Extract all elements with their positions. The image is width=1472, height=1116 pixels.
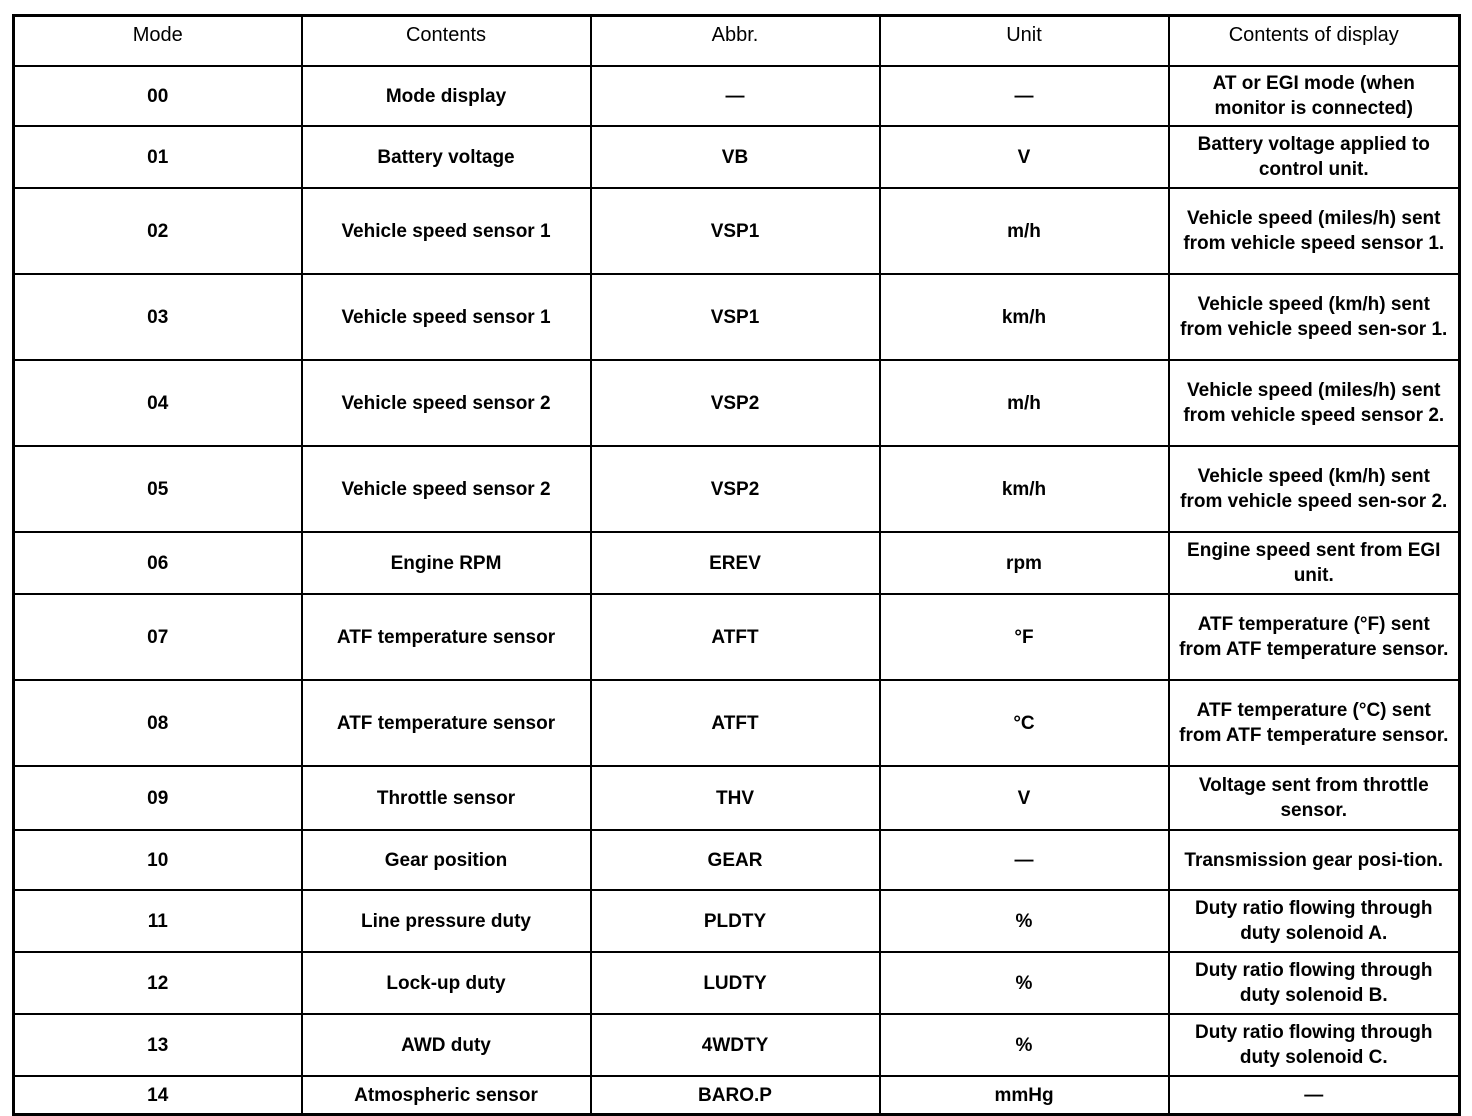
- cell-unit: V: [880, 766, 1169, 830]
- cell-abbr: PLDTY: [591, 890, 880, 952]
- cell-contents: Engine RPM: [302, 532, 591, 594]
- cell-mode: 09: [14, 766, 302, 830]
- cell-contents: Mode display: [302, 66, 591, 126]
- cell-contents: Gear position: [302, 830, 591, 890]
- header-mode: Mode: [14, 16, 302, 67]
- cell-display: ATF temperature (°F) sent from ATF temperature sensor.: [1169, 594, 1460, 680]
- cell-contents: Vehicle speed sensor 1: [302, 274, 591, 360]
- table-row: [14, 952, 1460, 1014]
- cell-unit: km/h: [880, 446, 1169, 532]
- cell-unit: m/h: [880, 188, 1169, 274]
- cell-unit: rpm: [880, 532, 1169, 594]
- cell-abbr: —: [591, 66, 880, 126]
- cell-abbr: VSP2: [591, 360, 880, 446]
- cell-mode: 02: [14, 188, 302, 274]
- cell-display: —: [1169, 1076, 1460, 1115]
- cell-abbr: ATFT: [591, 680, 880, 766]
- cell-mode: 08: [14, 680, 302, 766]
- cell-mode: 13: [14, 1014, 302, 1076]
- cell-mode: 07: [14, 594, 302, 680]
- table-row: [14, 890, 1460, 952]
- cell-abbr: EREV: [591, 532, 880, 594]
- cell-contents: ATF temperature sensor: [302, 594, 591, 680]
- cell-contents: AWD duty: [302, 1014, 591, 1076]
- cell-contents: Vehicle speed sensor 2: [302, 446, 591, 532]
- cell-unit: °F: [880, 594, 1169, 680]
- cell-display: Vehicle speed (miles/h) sent from vehicle speed sensor 1.: [1169, 188, 1460, 274]
- cell-abbr: VSP1: [591, 188, 880, 274]
- cell-mode: 03: [14, 274, 302, 360]
- cell-display: Vehicle speed (km/h) sent from vehicle speed sen-sor 1.: [1169, 274, 1460, 360]
- table-row: [14, 594, 1460, 680]
- table-row: [14, 360, 1460, 446]
- cell-abbr: VB: [591, 126, 880, 188]
- cell-mode: 10: [14, 830, 302, 890]
- cell-unit: %: [880, 952, 1169, 1014]
- cell-display: Voltage sent from throttle sensor.: [1169, 766, 1460, 830]
- cell-abbr: THV: [591, 766, 880, 830]
- header-unit: Unit: [880, 16, 1169, 67]
- table-row: [14, 126, 1460, 188]
- cell-abbr: BARO.P: [591, 1076, 880, 1115]
- cell-mode: 14: [14, 1076, 302, 1115]
- cell-unit: V: [880, 126, 1169, 188]
- cell-unit: —: [880, 830, 1169, 890]
- cell-unit: —: [880, 66, 1169, 126]
- cell-abbr: VSP1: [591, 274, 880, 360]
- cell-contents: ATF temperature sensor: [302, 680, 591, 766]
- cell-contents: Atmospheric sensor: [302, 1076, 591, 1115]
- cell-display: Duty ratio flowing through duty solenoid C.: [1169, 1014, 1460, 1076]
- cell-contents: Throttle sensor: [302, 766, 591, 830]
- table-row: [14, 66, 1460, 126]
- cell-display: Vehicle speed (miles/h) sent from vehicle speed sensor 2.: [1169, 360, 1460, 446]
- cell-display: Engine speed sent from EGI unit.: [1169, 532, 1460, 594]
- table-row: [14, 274, 1460, 360]
- cell-contents: Vehicle speed sensor 2: [302, 360, 591, 446]
- table-row: [14, 532, 1460, 594]
- cell-contents: Line pressure duty: [302, 890, 591, 952]
- cell-mode: 04: [14, 360, 302, 446]
- table-row: [14, 1076, 1460, 1115]
- table-row: [14, 188, 1460, 274]
- cell-display: Duty ratio flowing through duty solenoid B.: [1169, 952, 1460, 1014]
- cell-abbr: GEAR: [591, 830, 880, 890]
- cell-display: Transmission gear posi-tion.: [1169, 830, 1460, 890]
- table-row: [14, 446, 1460, 532]
- cell-abbr: LUDTY: [591, 952, 880, 1014]
- cell-unit: mmHg: [880, 1076, 1169, 1115]
- cell-display: AT or EGI mode (when monitor is connected): [1169, 66, 1460, 126]
- cell-display: ATF temperature (°C) sent from ATF temperature sensor.: [1169, 680, 1460, 766]
- table-header-row: [14, 16, 1460, 67]
- cell-abbr: VSP2: [591, 446, 880, 532]
- cell-unit: °C: [880, 680, 1169, 766]
- cell-mode: 05: [14, 446, 302, 532]
- mode-table-sheet: [12, 14, 1458, 1116]
- cell-mode: 11: [14, 890, 302, 952]
- cell-display: Duty ratio flowing through duty solenoid A.: [1169, 890, 1460, 952]
- header-contents-of-display: Contents of display: [1169, 16, 1460, 67]
- header-abbr: Abbr.: [591, 16, 880, 67]
- cell-abbr: ATFT: [591, 594, 880, 680]
- cell-abbr: 4WDTY: [591, 1014, 880, 1076]
- header-contents: Contents: [302, 16, 591, 67]
- cell-unit: %: [880, 890, 1169, 952]
- cell-mode: 01: [14, 126, 302, 188]
- monitor-mode-table: [12, 14, 1461, 1116]
- cell-contents: Battery voltage: [302, 126, 591, 188]
- cell-unit: km/h: [880, 274, 1169, 360]
- cell-unit: m/h: [880, 360, 1169, 446]
- cell-mode: 00: [14, 66, 302, 126]
- cell-display: Battery voltage applied to control unit.: [1169, 126, 1460, 188]
- cell-mode: 12: [14, 952, 302, 1014]
- table-row: [14, 766, 1460, 830]
- cell-contents: Lock-up duty: [302, 952, 591, 1014]
- cell-contents: Vehicle speed sensor 1: [302, 188, 591, 274]
- table-row: [14, 1014, 1460, 1076]
- cell-display: Vehicle speed (km/h) sent from vehicle speed sen-sor 2.: [1169, 446, 1460, 532]
- cell-unit: %: [880, 1014, 1169, 1076]
- table-row: [14, 830, 1460, 890]
- cell-mode: 06: [14, 532, 302, 594]
- table-row: [14, 680, 1460, 766]
